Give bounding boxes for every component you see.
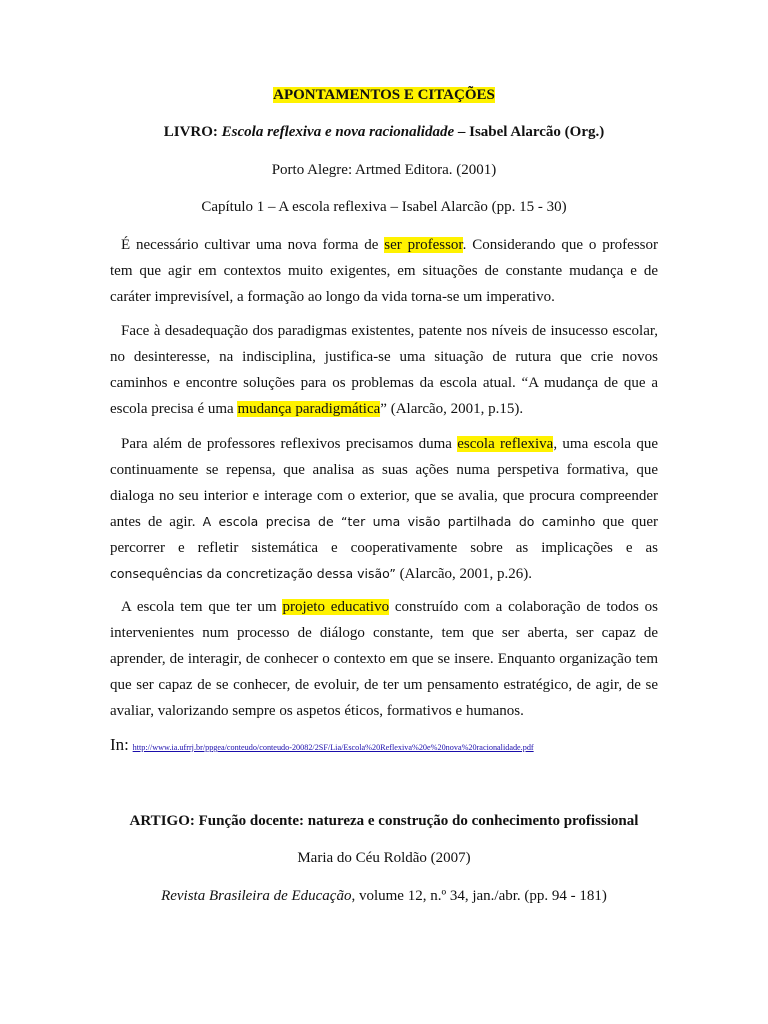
- highlight-mudanca-paradigmatica: mudança paradigmática: [237, 401, 381, 417]
- page-title: APONTAMENTOS E CITAÇÕES: [273, 87, 495, 103]
- source-label: In:: [110, 735, 129, 754]
- article-journal: Revista Brasileira de Educação: [161, 888, 352, 904]
- paragraph-2-text-b: ” (Alarcão, 2001, p.15).: [380, 401, 524, 417]
- highlight-escola-reflexiva: escola reflexiva: [457, 436, 554, 452]
- paragraph-3-quote-start: A escola precisa de “ter uma visão partilhada do caminho: [202, 514, 596, 529]
- article-title: ARTIGO: Função docente: natureza e construção do conhecimento profissional: [129, 813, 639, 829]
- paragraph-3-text-a: Para além de professores reflexivos precisamos duma: [121, 436, 458, 452]
- book-reference: [0, 122, 768, 142]
- book-title: Escola reflexiva e nova racionalidade: [221, 124, 455, 140]
- paragraph-1-text-b: . Considerando que o professor tem que agir em contextos muito exigentes, em situações de constante mudança e de caráter imprevisível, a formação ao longo da vida torna-se um imperativo.: [110, 237, 659, 305]
- paragraph-4-text-b: construído com a colaboração de todos os intervenientes num processo de diálogo constante, tem que ser aberta, ser capaz de aprender, de interagir, de conhecer o contexto em que se insere. Enquanto organização tem que ser capaz de se conhecer, de evoluir, de ter um pensamento estratégico, de agir, de se avaliar, valorizando sempre os aspetos éticos, formativos e humanos.: [110, 599, 659, 719]
- book-separator: –: [457, 124, 466, 140]
- highlight-projeto-educativo: projeto educativo: [282, 599, 390, 615]
- page-title-line: [0, 85, 768, 105]
- article-author: Maria do Céu Roldão (2007): [297, 850, 471, 866]
- source-reference: [110, 735, 710, 758]
- book-author: Isabel Alarcão (Org.): [469, 124, 605, 140]
- paragraph-3: [110, 431, 658, 587]
- paragraph-1-text-a: É necessário cultivar uma nova forma de: [121, 237, 385, 253]
- book-chapter: Capítulo 1 – A escola reflexiva – Isabel Alarcão (pp. 15 - 30): [201, 199, 567, 215]
- source-link[interactable]: http://www.ia.ufrrj.br/ppgea/conteudo/conteudo-20082/2SF/Lia/Escola%20Reflexiva%20e%20nova%20racionalidade.pdf: [132, 743, 534, 752]
- paragraph-3-quote-end: consequências da concretização dessa visão”: [110, 566, 396, 581]
- article-details: , volume 12, n.º 34, jan./abr. (pp. 94 - 181): [351, 888, 607, 904]
- paragraph-4: [110, 594, 658, 724]
- paragraph-2-text-a: Face à desadequação dos paradigmas existentes, patente nos níveis de insucesso escolar, no desinteresse, na indisciplina, justifica-se uma situação de rutura que crie novos caminhos e encontre soluções para os problemas da escola atual. “A mudança de que a escola precisa é uma: [110, 323, 658, 417]
- book-label: LIVRO:: [163, 124, 218, 140]
- paragraph-2: [110, 318, 658, 422]
- highlight-ser-professor: ser professor: [384, 237, 463, 253]
- paragraph-4-text-a: A escola tem que ter um: [121, 599, 283, 615]
- book-publisher: Porto Alegre: Artmed Editora. (2001): [271, 162, 497, 178]
- paragraph-3-text-b: , uma escola que continuamente se repensa, que analisa as suas ações numa perspetiva formativa, que dialoga no seu interior e interage com o exterior, que se avalia, que procura compreender antes de agir.: [110, 436, 658, 530]
- paragraph-3-citation: (Alarcão, 2001, p.26).: [395, 566, 533, 582]
- paragraph-3-quote-middle: que quer percorrer e refletir sistemática e cooperativamente sobre as implicações e as: [110, 514, 658, 556]
- article-journal-line: [0, 886, 768, 906]
- paragraph-1: [110, 232, 658, 310]
